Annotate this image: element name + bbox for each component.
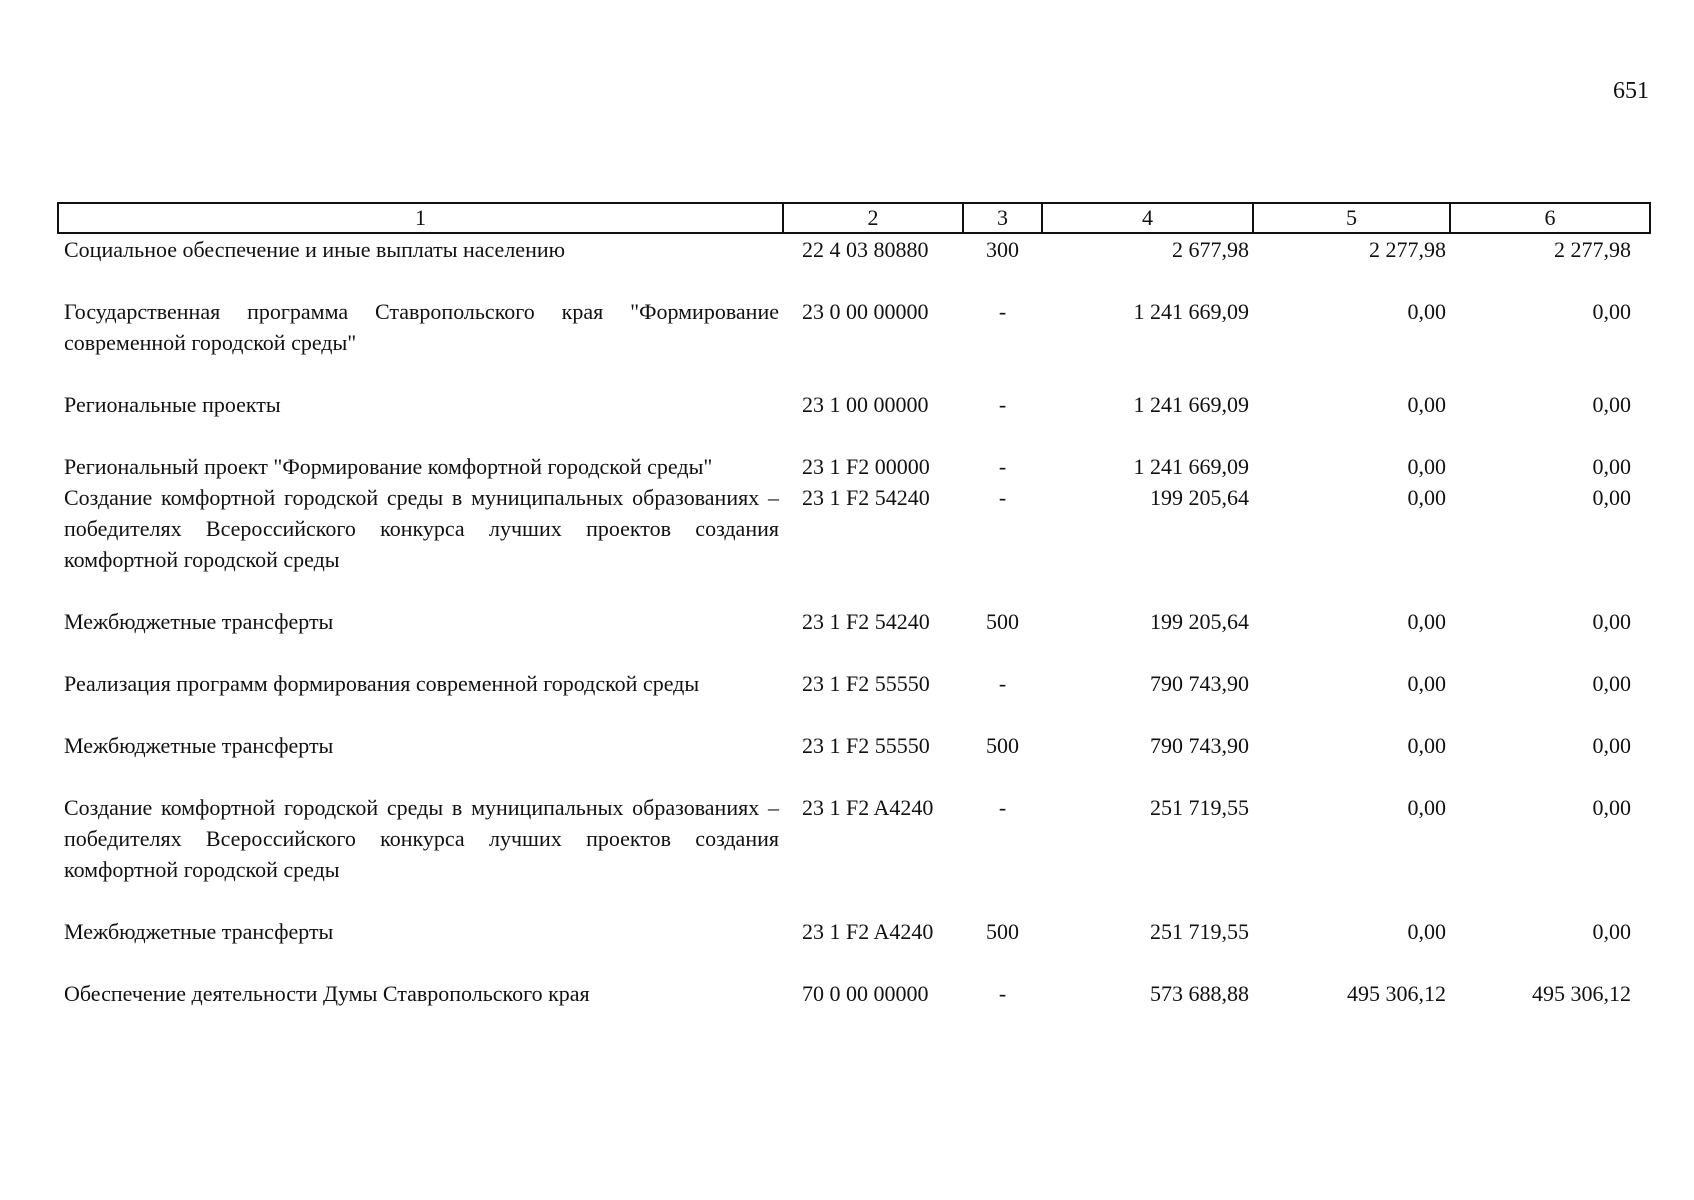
column-header-4: 4: [1042, 203, 1253, 233]
row-value-6: 0,00: [1592, 919, 1631, 944]
row-value-5: 0,00: [1407, 671, 1446, 696]
row-value-6: 0,00: [1592, 299, 1631, 324]
table-row: [58, 482, 1650, 606]
table-row: [58, 296, 1650, 389]
table-row: [58, 916, 1650, 978]
column-header-1: 1: [58, 203, 783, 233]
row-code: 23 1 F2 55550: [802, 733, 930, 758]
row-name: Государственная программа Ставропольского края "Формирование современной городской среды": [64, 299, 779, 355]
table-row: [58, 233, 1650, 296]
row-value-6: 0,00: [1592, 795, 1631, 820]
row-value-4: 790 743,90: [1150, 671, 1249, 696]
row-name: Межбюджетные трансферты: [64, 733, 334, 758]
row-value-6: 2 277,98: [1554, 237, 1631, 262]
table-row: [58, 730, 1650, 792]
row-value-5: 0,00: [1407, 299, 1446, 324]
table-row: [58, 668, 1650, 730]
table-row: [58, 389, 1650, 451]
row-type: -: [998, 392, 1007, 417]
row-code: 23 1 00 00000: [802, 392, 929, 417]
row-value-5: 0,00: [1407, 733, 1446, 758]
row-code: 23 0 00 00000: [802, 299, 929, 324]
row-value-5: 0,00: [1407, 609, 1446, 634]
row-type: 500: [986, 919, 1019, 944]
row-value-5: 0,00: [1407, 795, 1446, 820]
row-value-5: 0,00: [1407, 392, 1446, 417]
row-name: Обеспечение деятельности Думы Ставропольского края: [64, 981, 590, 1006]
row-name: Социальное обеспечение и иные выплаты населению: [64, 237, 566, 262]
row-value-4: 1 241 669,09: [1133, 299, 1249, 324]
row-value-4: 1 241 669,09: [1133, 454, 1249, 479]
row-value-4: 573 688,88: [1150, 981, 1249, 1006]
row-value-6: 0,00: [1592, 392, 1631, 417]
row-value-4: 251 719,55: [1150, 795, 1249, 820]
row-type: -: [998, 981, 1007, 1006]
row-type: 300: [986, 237, 1019, 262]
row-type: -: [998, 454, 1007, 479]
row-name: Межбюджетные трансферты: [64, 609, 334, 634]
row-name: Региональный проект "Формирование комфортной городской среды": [64, 454, 713, 479]
row-value-6: 495 306,12: [1532, 981, 1631, 1006]
page-number: 651: [1613, 78, 1649, 104]
row-type: -: [998, 795, 1007, 820]
row-name: Создание комфортной городской среды в муниципальных образованиях – победителях Всероссийского конкурса лучших проектов создания комфортной городской среды: [64, 795, 779, 882]
row-name: Региональные проекты: [64, 392, 281, 417]
row-value-5: 495 306,12: [1347, 981, 1446, 1006]
table-row: [58, 792, 1650, 916]
row-code: 23 1 F2 54240: [802, 485, 930, 510]
row-value-6: 0,00: [1592, 485, 1631, 510]
row-type: -: [998, 485, 1007, 510]
row-value-5: 2 277,98: [1369, 237, 1446, 262]
row-code: 23 1 F2 54240: [802, 609, 930, 634]
table-row: [58, 978, 1650, 1040]
row-code: 23 1 F2 55550: [802, 671, 930, 696]
row-value-4: 790 743,90: [1150, 733, 1249, 758]
row-value-6: 0,00: [1592, 733, 1631, 758]
row-code: 23 1 F2 A4240: [802, 919, 934, 944]
column-header-6: 6: [1450, 203, 1650, 233]
row-value-4: 251 719,55: [1150, 919, 1249, 944]
table-header: [58, 203, 1650, 233]
column-header-5: 5: [1253, 203, 1450, 233]
table-row: [58, 606, 1650, 668]
table-body: [58, 233, 1650, 1040]
column-header-2: 2: [783, 203, 963, 233]
row-name: Реализация программ формирования современной городской среды: [64, 671, 700, 696]
row-value-4: 2 677,98: [1172, 237, 1249, 262]
row-value-5: 0,00: [1407, 454, 1446, 479]
row-code: 23 1 F2 00000: [802, 454, 930, 479]
row-value-5: 0,00: [1407, 485, 1446, 510]
row-value-4: 1 241 669,09: [1133, 392, 1249, 417]
row-code: 22 4 03 80880: [802, 237, 929, 262]
row-code: 23 1 F2 A4240: [802, 795, 934, 820]
row-name: Создание комфортной городской среды в муниципальных образованиях – победителях Всероссийского конкурса лучших проектов создания комфортной городской среды: [64, 485, 779, 572]
row-value-6: 0,00: [1592, 609, 1631, 634]
row-value-5: 0,00: [1407, 919, 1446, 944]
row-name: Межбюджетные трансферты: [64, 919, 334, 944]
table-row: [58, 451, 1650, 482]
row-type: 500: [986, 609, 1019, 634]
row-type: 500: [986, 733, 1019, 758]
row-code: 70 0 00 00000: [802, 981, 929, 1006]
row-value-6: 0,00: [1592, 671, 1631, 696]
budget-table: [57, 202, 1651, 1040]
row-value-4: 199 205,64: [1150, 609, 1249, 634]
column-header-3: 3: [963, 203, 1042, 233]
row-value-6: 0,00: [1592, 454, 1631, 479]
row-type: -: [998, 299, 1007, 324]
row-type: -: [998, 671, 1007, 696]
header-row: [58, 203, 1650, 233]
row-value-4: 199 205,64: [1150, 485, 1249, 510]
